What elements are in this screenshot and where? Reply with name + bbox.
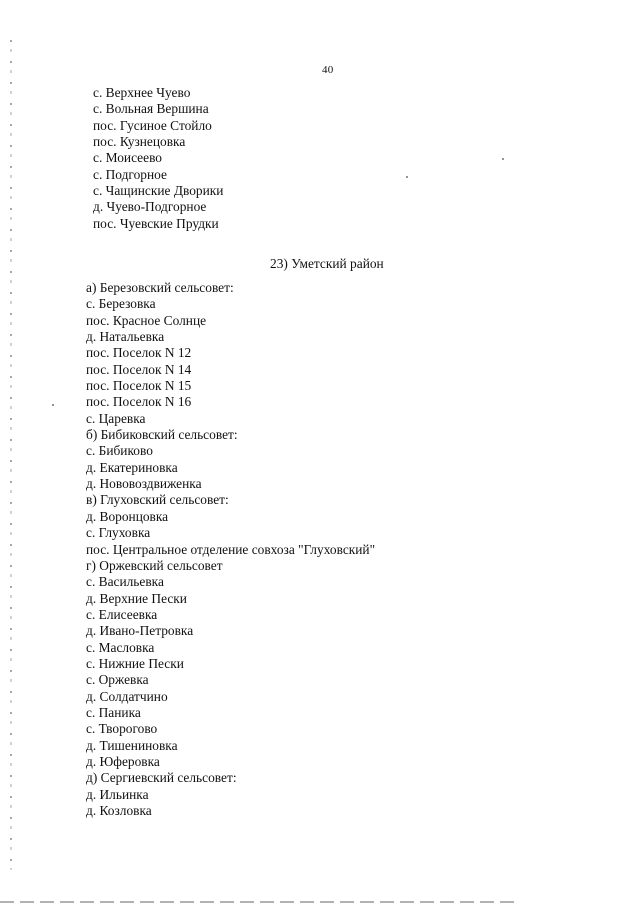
settlement-item: д. Нововоздвиженка — [86, 476, 202, 492]
settlement-item: д. Чуево-Подгорное — [93, 199, 207, 215]
district-22-settlement-list — [93, 85, 223, 232]
scan-bottom-noise — [0, 901, 520, 903]
settlement-item: с. Нижние Пески — [86, 655, 184, 671]
settlement-item: с. Васильевка — [86, 574, 164, 590]
settlement-item: с. Подгорное — [93, 166, 167, 182]
settlement-item: пос. Поселок N 14 — [86, 361, 192, 377]
selsovet-heading: б) Бибиковский сельсовет: — [86, 427, 238, 443]
settlement-item: с. Елисеевка — [86, 606, 158, 622]
settlement-item: д. Ильинка — [86, 786, 149, 802]
settlement-item: с. Бибиково — [86, 443, 153, 459]
scan-edge-noise — [10, 40, 12, 870]
page-number: 40 — [322, 64, 334, 76]
settlement-item: с. Чащинские Дворики — [93, 183, 224, 199]
settlement-item: д. Солдатчино — [86, 688, 168, 704]
scan-speck — [406, 176, 408, 178]
settlement-item: пос. Поселок N 16 — [86, 394, 192, 410]
settlement-item: с. Вольная Вершина — [93, 101, 209, 117]
scan-speck — [502, 158, 504, 160]
settlement-item: пос. Чуевские Прудки — [93, 215, 219, 231]
settlement-item: д. Верхние Пески — [86, 590, 187, 606]
settlement-item: д. Юферовка — [86, 753, 160, 769]
settlement-item: пос. Кузнецовка — [93, 134, 186, 150]
settlement-item: д. Ивано-Петровка — [86, 623, 194, 639]
settlement-item: пос. Поселок N 12 — [86, 345, 192, 361]
settlement-item: д. Екатериновка — [86, 459, 178, 475]
settlement-item: с. Масловка — [86, 639, 155, 655]
settlement-item: д. Козловка — [86, 803, 152, 818]
settlement-item: с. Царевка — [86, 410, 146, 426]
settlement-item: пос. Красное Солнце — [86, 312, 207, 328]
section-heading: 23) Уметский район — [270, 256, 384, 271]
settlement-item: с. Оржевка — [86, 672, 149, 688]
settlement-item: д. Воронцовка — [86, 508, 169, 524]
selsovet-heading: г) Оржевский сельсовет — [86, 557, 223, 573]
umet-district-settlement-list — [86, 280, 375, 819]
settlement-item: д. Тишениновка — [86, 737, 178, 753]
settlement-item: с. Моисеево — [93, 150, 162, 166]
settlement-item: с. Паника — [86, 704, 141, 720]
scan-speck — [52, 404, 54, 406]
settlement-item: д. Натальевка — [86, 329, 165, 345]
selsovet-heading: д) Сергиевский сельсовет: — [86, 770, 237, 786]
settlement-item: с. Глуховка — [86, 525, 151, 541]
selsovet-heading: а) Березовский сельсовет: — [86, 280, 234, 295]
settlement-item: с. Творогово — [86, 721, 158, 737]
settlement-item: пос. Гусиное Стойло — [93, 117, 212, 133]
settlement-item: с. Березовка — [86, 296, 156, 312]
settlement-item: с. Верхнее Чуево — [93, 85, 191, 100]
settlement-item: пос. Центральное отделение совхоза "Глуховский" — [86, 541, 376, 557]
selsovet-heading: в) Глуховский сельсовет: — [86, 492, 229, 508]
settlement-item: пос. Поселок N 15 — [86, 378, 192, 394]
